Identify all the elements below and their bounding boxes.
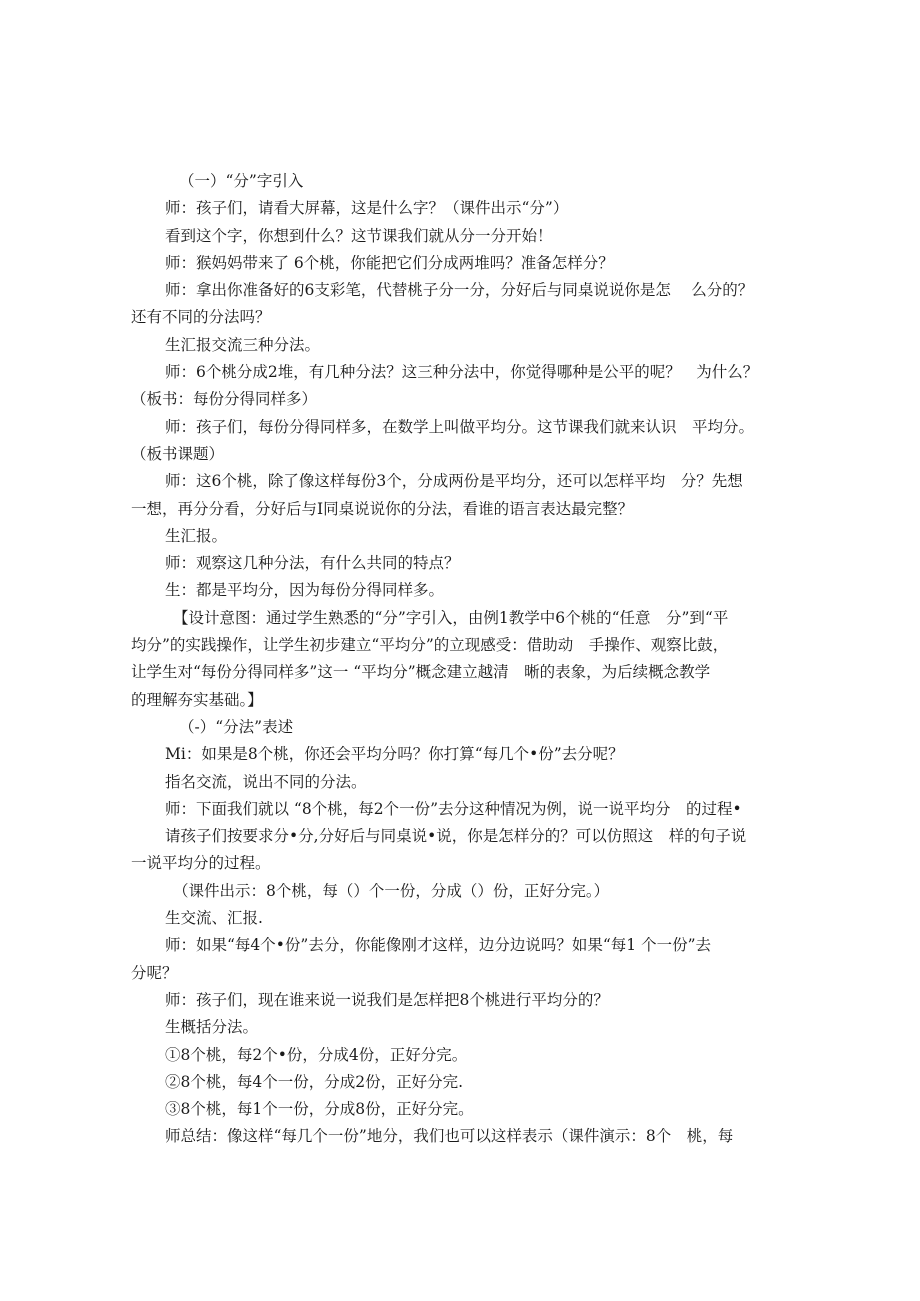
text-line: 让学生对“每份分得同样多”这一 “平均分”概念建立越清 晰的表象，为后续概念教学 bbox=[131, 663, 711, 682]
text-line: 师：拿出你准备好的6支彩笔，代替桃子分一分，分好后与同桌说说你是怎 么分的？ bbox=[165, 281, 754, 300]
text-line: 生：都是平均分，因为每份分得同样多。 bbox=[165, 581, 445, 600]
text-line: （-）“分法”表述 bbox=[179, 717, 294, 736]
text-line: 师：这6个桃，除了像这样每份3个，分成两份是平均分，还可以怎样平均 分？先想 bbox=[165, 472, 743, 491]
text-line: 看到这个字，你想到什么？这节课我们就从分一分开始！ bbox=[165, 226, 553, 245]
text-line: 指名交流，说出不同的分法。 bbox=[165, 772, 367, 791]
text-line: 的理解夯实基础。】 bbox=[131, 690, 263, 709]
text-line: 还有不同的分法吗？ bbox=[131, 308, 271, 327]
text-line: 分呢？ bbox=[131, 963, 178, 982]
text-line: 生交流、汇报. bbox=[165, 909, 263, 928]
text-line: 师总结：像这样“每几个一份”地分，我们也可以这样表示（课件演示：8个 桃，每 bbox=[165, 1127, 734, 1146]
text-line: 一想，再分分看，分好后与I同桌说说你的分法，看谁的语言表达最完整？ bbox=[131, 499, 634, 518]
text-line: ①8个桃，每2个•份，分成4份，正好分完。 bbox=[165, 1045, 468, 1064]
text-line: （一）“分”字引入 bbox=[179, 172, 304, 190]
text-line: Mi：如果是8个桃，你还会平均分吗？你打算“每几个•份”去分呢？ bbox=[165, 745, 624, 764]
text-line: ②8个桃，每4个一份，分成2份，正好分完. bbox=[165, 1072, 464, 1091]
text-line: 师：孩子们，请看大屏幕，这是什么字？（课件出示“分”） bbox=[165, 199, 569, 218]
text-line: 师：猴妈妈带来了 6个桃，你能把它们分成两堆吗？准备怎样分？ bbox=[165, 253, 614, 272]
text-line: （板书：每份分得同样多） bbox=[131, 390, 318, 409]
text-line: 师：孩子们，现在谁来说一说我们是怎样把8个桃进行平均分的？ bbox=[165, 990, 609, 1009]
text-line: 【设计意图：通过学生熟悉的“分”字引入，由例1教学中6个桃的“任意 分”到“平 bbox=[173, 608, 729, 627]
text-line: 一说平均分的过程。 bbox=[131, 854, 271, 873]
text-line: 师：孩子们，每份分得同样多，在数学上叫做平均分。这节课我们就来认识 平均分。 bbox=[165, 417, 755, 436]
text-line: 请孩子们按要求分•分,分好后与同桌说•说，你是怎样分的？可以仿照这 样的句子说 bbox=[165, 827, 747, 846]
text-line: （课件出示：8个桃，每（）个一份，分成（）份，正好分完。） bbox=[173, 881, 610, 900]
text-line: （板书课题） bbox=[131, 444, 225, 463]
document-body bbox=[131, 168, 795, 1151]
text-line: ③8个桃，每1个一份，分成8份，正好分完。 bbox=[165, 1100, 474, 1119]
text-line: 生汇报。 bbox=[165, 526, 228, 545]
text-line: 生汇报交流三种分法。 bbox=[165, 335, 321, 354]
text-line: 均分”的实践操作，让学生初步建立“平均分”的立现感受：借助动 手操作、观察比鼓， bbox=[131, 636, 729, 655]
text-line: 师：6个桃分成2堆，有几种分法？这三种分法中，你觉得哪种是公平的呢？ 为什么？ bbox=[165, 363, 759, 382]
text-line: 生概括分法。 bbox=[165, 1018, 259, 1037]
text-line: 师：观察这几种分法，有什么共同的特点？ bbox=[165, 554, 460, 573]
text-line: 师：如果“每4个•份”去分，你能像刚才这样，边分边说吗？如果“每1 个一份”去 bbox=[165, 936, 711, 955]
text-line: 师：下面我们就以 “8个桃，每2个一份”去分这种情况为例，说一说平均分 的过程• bbox=[165, 799, 742, 818]
